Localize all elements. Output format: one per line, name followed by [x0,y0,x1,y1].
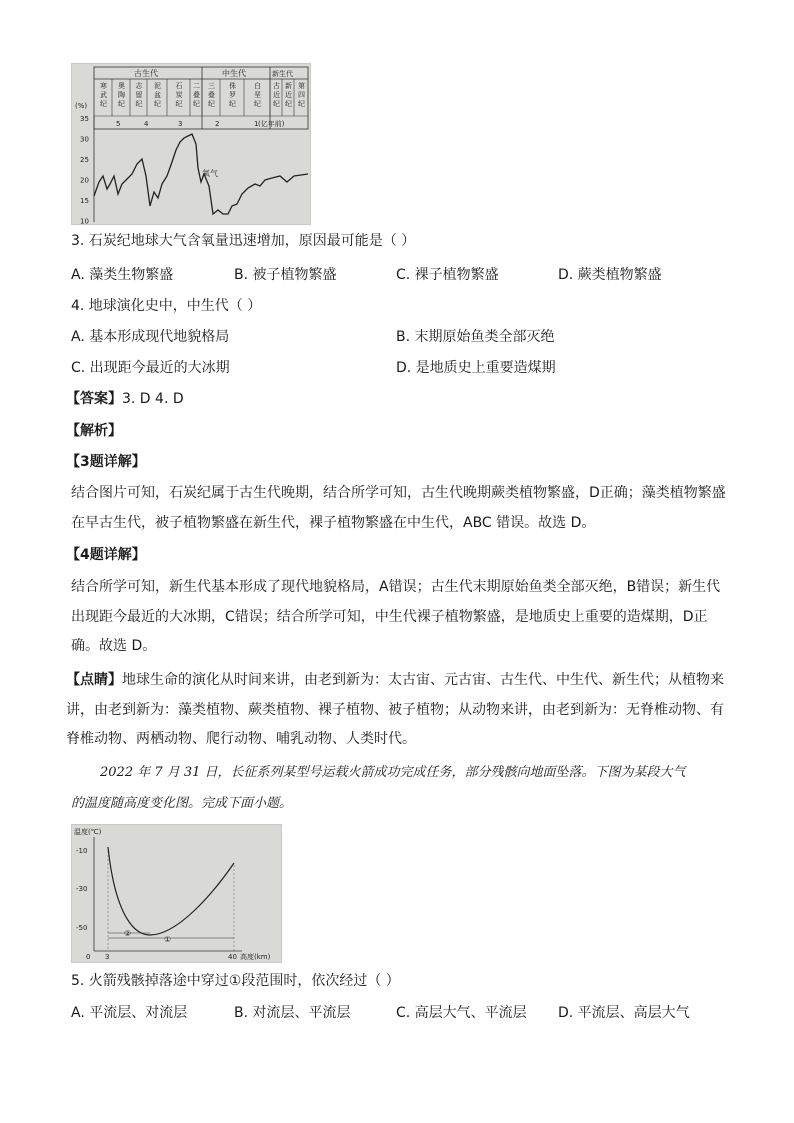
oxygen-history-figure [71,63,311,225]
period-label-2: 纪 [135,100,143,108]
temperature-altitude-figure [71,824,282,963]
y-tick-20: 20 [80,176,89,185]
period-label-0: 寒 [100,82,107,90]
percent-label: (%) [75,102,88,110]
q3-option-b[interactable]: B. 被子植物繁盛 [234,267,337,283]
period-label-8: 垩 [254,91,261,99]
segment-2-label: ② [124,929,132,938]
y-tick-minus30: -30 [76,885,88,893]
q5-option-d[interactable]: D. 平流层、高层大气 [558,1005,690,1021]
x-tick-40: 40 [228,953,237,961]
time-tick-1: 1 [254,120,259,128]
oxygen-chart-svg [72,64,310,224]
time-tick-5: 5 [116,120,121,128]
y-axis-label: 温度(℃) [74,828,102,836]
time-tick-4: 4 [144,120,149,128]
y-axis-ticks [80,115,89,224]
period-label-7: 侏 [229,82,236,90]
period-label-4: 炭 [175,91,183,99]
segment-1-label: ① [164,935,172,944]
x-tick-3: 3 [105,953,110,961]
period-label-5: 纪 [193,100,200,108]
pointer-tag: 【点睛】 [66,672,122,688]
period-columns [100,79,305,116]
period-label-9: 近 [273,91,280,99]
period-label-8: 白 [254,82,261,90]
period-label-10: 近 [285,91,292,99]
q4-option-c[interactable]: C. 出现距今最近的大冰期 [71,360,230,376]
period-label-10: 新 [285,82,292,90]
period-label-3: 纪 [154,100,161,108]
temperature-curve [108,847,234,935]
period-label-6: 三 [208,82,215,90]
q4-option-a[interactable]: A. 基本形成现代地貌格局 [71,329,230,345]
period-label-11: 四 [298,91,305,99]
q4-option-d[interactable]: D. 是地质史上重要造煤期 [396,360,556,376]
oxygen-curve-label: 氧气 [202,169,218,178]
detail3-text: 结合图片可知，石炭纪属于古生代晚期，结合所学可知，古生代晚期蕨类植物繁盛，D正确；藻类植物繁盛在早古生代，被子植物繁盛在新生代，裸子植物繁盛在中生代，ABC 错误。故选 D。 [71,485,726,531]
detail4-text: 结合所学可知，新生代基本形成了现代地貌格局，A错误；古生代末期原始鱼类全部灭绝，B错误；新生代出现距今最近的大冰期，C错误；结合所学可知，中生代裸子植物繁盛，是地质史上重要的造煤期，D正确。故选 D。 [71,579,721,654]
intro-line2: 的温度随高度变化图。完成下面小题。 [71,796,293,811]
era-mesozoic: 中生代 [222,69,246,78]
q5-stem: 5. 火箭残骸掉落途中穿过①段范围时，依次经过（ ） [71,973,400,989]
period-label-1: 纪 [118,100,125,108]
q5-option-c[interactable]: C. 高层大气、平流层 [396,1005,527,1021]
y-tick-25: 25 [80,156,89,164]
detail4-tag: 【4题详解】 [66,547,146,563]
period-label-6: 纪 [208,100,215,108]
period-label-7: 纪 [229,100,236,108]
q3-stem: 3. 石炭纪地球大气含氧量迅速增加，原因最可能是（ ） [71,233,416,249]
answer-value: 3. D 4. D [122,391,184,407]
time-ticks [116,120,258,128]
y-tick-10: 10 [80,217,89,224]
period-label-9: 纪 [273,100,280,108]
pointer-text: 地球生命的演化从时间来讲，由老到新为：太古宙、元古宙、古生代、中生代、新生代；从植物来讲，由老到新为：藻类植物、蕨类植物、裸子植物、被子植物；从动物来讲，由老到新为：无脊椎动物、有脊椎动物、两栖动物、爬行动物、哺乳动物、人类时代。 [66,672,724,747]
time-unit-label: (亿年前) [258,120,285,128]
period-label-8: 纪 [254,100,261,108]
pointer-block [66,666,726,755]
period-label-2: 志 [135,82,143,90]
period-label-10: 纪 [285,100,292,108]
era-cenozoic: 新生代 [272,70,293,78]
era-paleozoic: 古生代 [134,69,158,78]
period-label-1: 奥 [118,82,125,90]
q4-stem: 4. 地球演化史中，中生代（ ） [71,298,262,314]
period-label-4: 石 [175,82,183,90]
period-label-3: 盆 [154,91,161,99]
y-tick-30: 30 [80,135,89,144]
time-tick-2: 2 [215,120,220,128]
y-tick-minus10: -10 [76,847,88,855]
answer-tag: 【答案】 [66,391,122,407]
analysis-tag: 【解析】 [66,423,122,439]
period-label-4: 纪 [175,100,183,108]
y-tick-minus50: -50 [76,924,88,932]
q4-option-b[interactable]: B. 末期原始鱼类全部灭绝 [396,329,555,345]
period-label-9: 古 [273,82,280,90]
period-label-11: 第 [298,82,305,90]
q3-option-d[interactable]: D. 蕨类植物繁盛 [558,267,662,283]
period-label-1: 陶 [118,91,125,99]
oxygen-curve [94,134,308,214]
q5-option-b[interactable]: B. 对流层、平流层 [234,1005,351,1021]
period-label-5: 叠 [193,91,200,99]
detail3-tag: 【3题详解】 [66,454,146,470]
x-axis-label: 高度(km) [240,953,271,961]
temperature-chart-svg [72,825,281,962]
period-label-2: 留 [135,91,143,99]
y-tick-35: 35 [80,115,89,123]
answer-line [66,389,184,409]
intro-line1: 2022 年 7 月 31 日，长征系列某型号运载火箭成功完成任务，部分残骸向地面坠落。下图为某段大气 [100,765,686,780]
period-label-0: 纪 [100,100,107,108]
y-tick-15: 15 [80,197,89,205]
period-label-0: 武 [100,91,107,99]
period-label-5: 二 [193,82,200,90]
q3-option-a[interactable]: A. 藻类生物繁盛 [71,267,174,283]
period-label-6: 叠 [208,91,215,99]
time-tick-3: 3 [178,120,183,128]
x-tick-0: 0 [86,953,91,961]
period-label-7: 罗 [229,91,236,99]
period-label-3: 泥 [154,82,161,90]
q3-option-c[interactable]: C. 裸子植物繁盛 [396,267,499,283]
q5-option-a[interactable]: A. 平流层、对流层 [71,1005,188,1021]
period-label-11: 纪 [298,100,305,108]
